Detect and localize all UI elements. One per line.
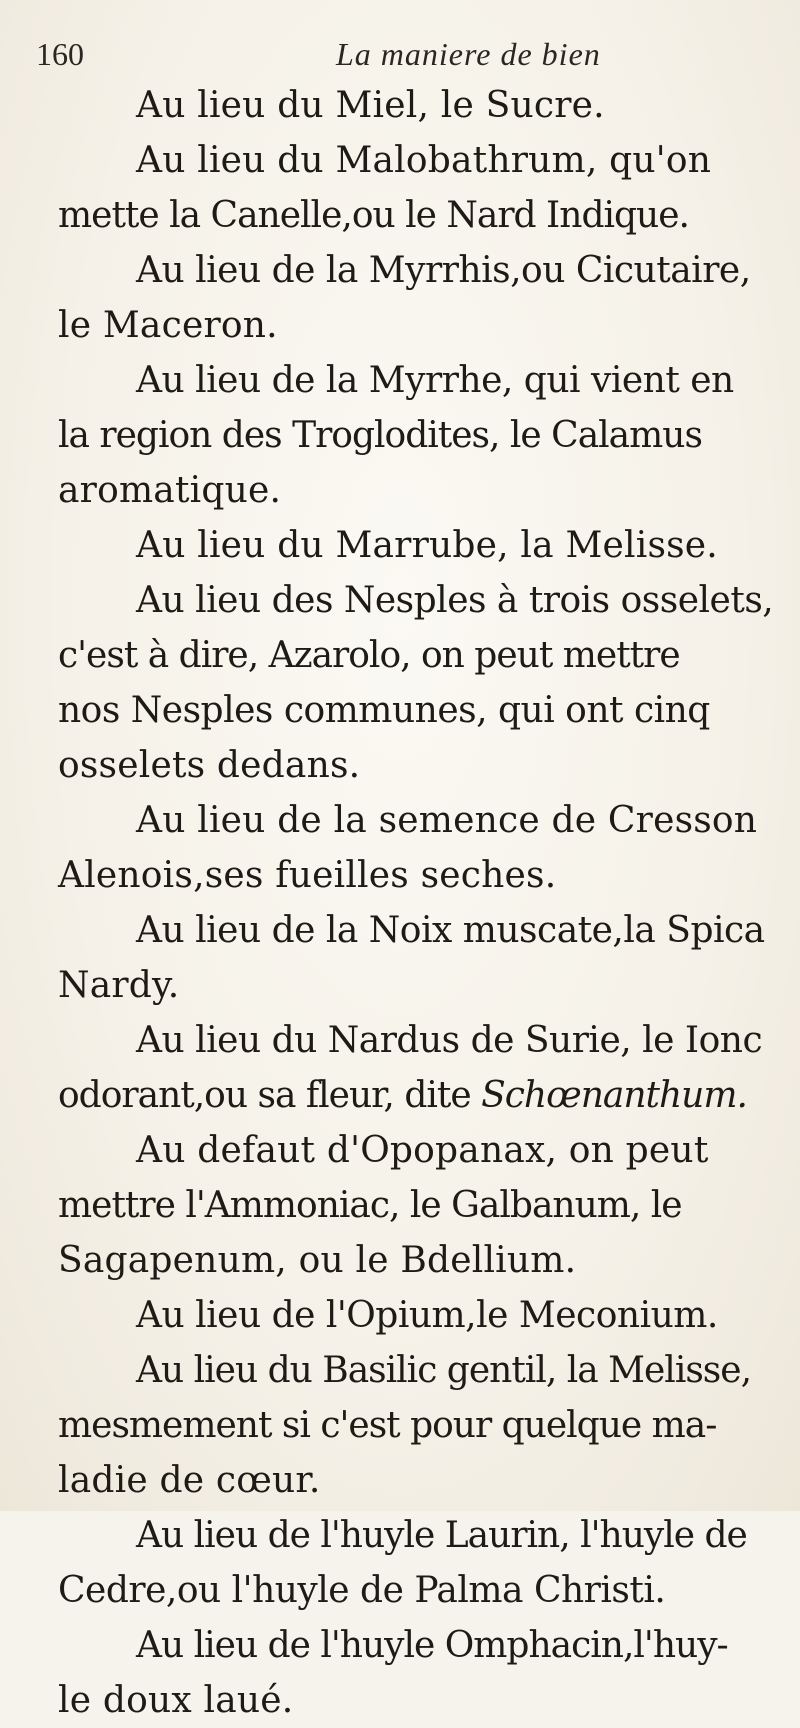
text-line: osselets dedans. xyxy=(58,745,361,786)
text-line: le Maceron. xyxy=(58,305,278,346)
text-line: Sagapenum, ou le Bdellium. xyxy=(58,1240,577,1281)
page-header xyxy=(36,36,760,76)
text-line: la region des Troglodites, le Calamus xyxy=(58,415,702,456)
line-text: odorant,ou sa fleur, dite xyxy=(58,1075,482,1116)
text-line: Au lieu de la Noix muscate,la Spica xyxy=(136,910,765,951)
text-line: Au lieu de l'Opium,le Meconium. xyxy=(136,1295,718,1336)
text-body xyxy=(58,78,774,1728)
text-line: Au lieu des Nesples à trois osselets, xyxy=(136,580,774,621)
text-line: Au lieu du Marrube, la Melisse. xyxy=(136,525,718,566)
text-line: Au lieu du Nardus de Surie, le Ionc xyxy=(136,1020,763,1061)
page-number: 160 xyxy=(36,36,84,72)
text-line: mesmement si c'est pour quelque ma- xyxy=(58,1405,717,1446)
text-line: Au lieu de la Myrrhe, qui vient en xyxy=(136,360,734,401)
text-line: Au lieu de l'huyle Omphacin,l'huy- xyxy=(136,1625,728,1666)
text-line: c'est à dire, Azarolo, on peut mettre xyxy=(58,635,680,676)
text-line: mette la Canelle,ou le Nard Indique. xyxy=(58,195,689,236)
text-line: Nardy. xyxy=(58,965,180,1006)
running-title: La maniere de bien xyxy=(336,36,601,72)
text-line: aromatique. xyxy=(58,470,282,511)
text-line: Au lieu de la Myrrhis,ou Cicutaire, xyxy=(136,250,751,291)
text-line: Au lieu de l'huyle Laurin, l'huyle de xyxy=(136,1515,747,1556)
text-line: Alenois,ses fueilles seches. xyxy=(58,855,557,896)
text-line: ladie de cœur. xyxy=(58,1460,321,1501)
text-line: le doux laué. xyxy=(58,1680,294,1721)
text-line: Au defaut d'Opopanax, on peut xyxy=(136,1130,709,1171)
text-line: Cedre,ou l'huyle de Palma Christi. xyxy=(58,1570,666,1611)
text-line: Au lieu du Miel, le Sucre. xyxy=(136,85,605,126)
text-line: Au lieu du Basilic gentil, la Melisse, xyxy=(136,1350,752,1391)
text-line: Au lieu de la semence de Cresson xyxy=(136,800,758,841)
text-line: nos Nesples communes, qui ont cinq xyxy=(58,690,710,731)
italic-term: Schœnanthum. xyxy=(481,1075,747,1116)
text-line: Au lieu du Malobathrum, qu'on xyxy=(136,140,712,181)
text-line xyxy=(58,1068,770,1123)
text-line: mettre l'Ammoniac, le Galbanum, le xyxy=(58,1185,682,1226)
